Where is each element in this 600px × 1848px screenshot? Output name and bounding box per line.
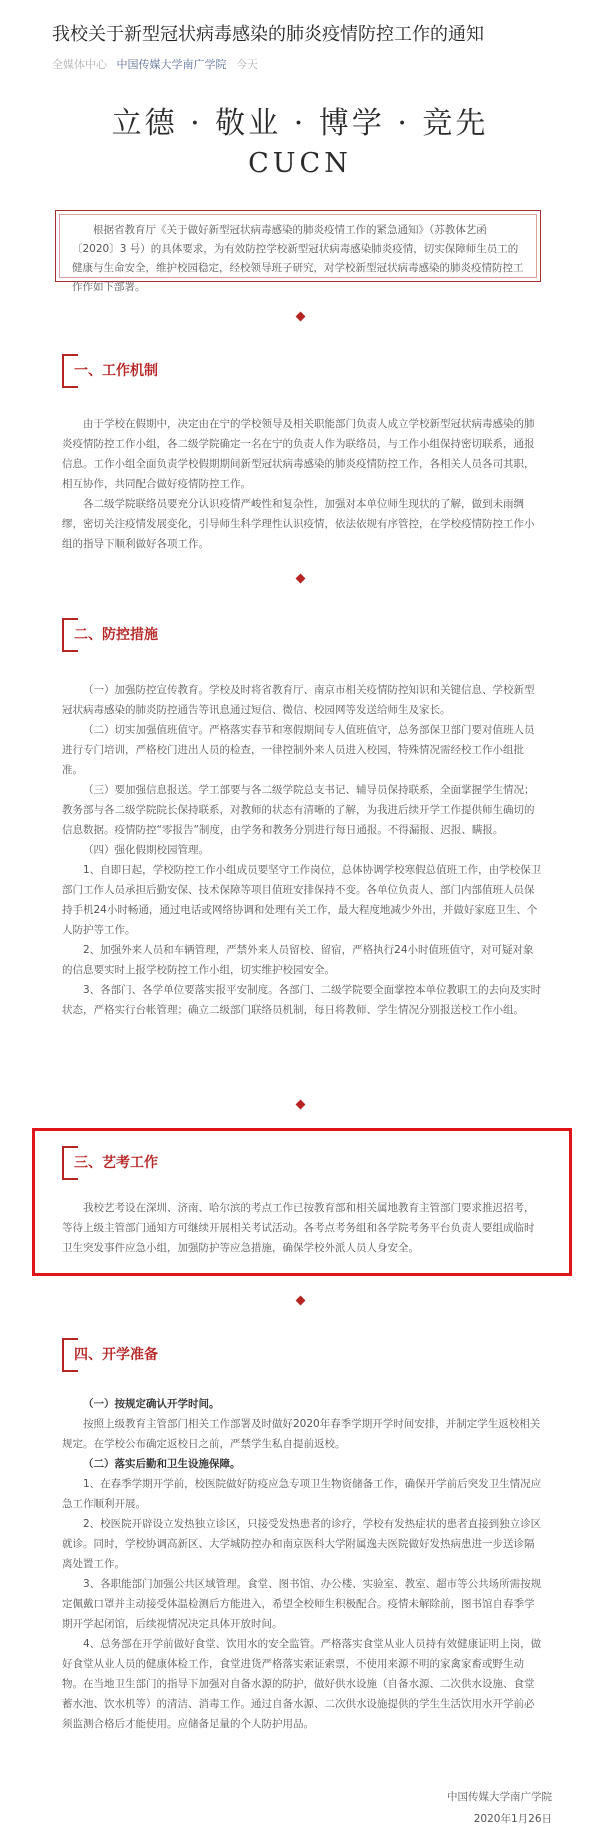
section-body <box>62 1198 542 1258</box>
paragraph: 3、各部门、各学单位要落实报平安制度。各部门、二级学院要全面掌控本单位教职工的去向及实时状态，严格实行台帐管理；确立二级部门联络员机制，每日将教师、学生情况分别报送校工作小组。 <box>62 984 542 1016</box>
paragraph: （三）要加强信息报送。学工部要与各二级学院总支书记、辅导员保持联系，全面掌握学生情况；教务部与各二级学院院长保持联系，对教师的状态有清晰的了解，为我进后续开学工作提供师生确切的信息数据。疫情防控“零报告”制度，由学务和教务分别进行每日通报。不得漏报、迟报、瞒报。 <box>62 784 535 836</box>
diamond-icon <box>295 574 305 584</box>
section-title: 一、工作机制 <box>74 363 158 379</box>
section-divider <box>0 1296 600 1307</box>
article-date: 今天 <box>236 58 258 71</box>
signature <box>312 1786 552 1830</box>
paragraph: 3、各职能部门加强公共区域管理。食堂、图书馆、办公楼、实验室、教室、超市等公共场所需按规定佩戴口罩并主动接受体温检测后方能进入，希望全校师生积极配合。疫情未解除前，图书馆自春季学期开学起闭馆，后续视情况决定具体开放时间。 <box>62 1578 542 1630</box>
article-author-link[interactable]: 中国传媒大学南广学院 <box>116 58 227 71</box>
school-motto: 立德 · 敬业 · 博学 · 竞先 <box>111 106 489 141</box>
paragraph: 4、总务部在开学前做好食堂、饮用水的安全监管。严格落实食堂从业人员持有效健康证明上岗，做好食堂从业人员的健康体检工作，食堂进货严格落实索证索票，不使用来源不明的家禽家畜或野生动物。在当地卫生部门的指导下加强对自备水源的防护，做好供水设施（自备水源、二次供水设施、食堂蓄水池、饮水机等）的清洁、消毒工作。通过自备水源、二次供水设施提供的学生生活饮用水开学前必须监测合格后才能使用。应储备足量的个人防护用品。 <box>62 1638 542 1730</box>
school-abbreviation: CUCN <box>248 148 352 179</box>
article-source: 全媒体中心 <box>52 58 107 71</box>
paragraph: （四）强化假期校园管理。 <box>83 844 209 856</box>
section-title: 四、开学准备 <box>74 1347 158 1363</box>
paragraph: 1、自即日起，学校防控工作小组成员要坚守工作岗位，总体协调学校寒假总值班工作，由学校保卫部门工作人员承担后勤安保、技术保障等项目值班安排保持不变。各单位负责人、部门内部值班人员保持手机24小时畅通，通过电话或网络协调和处理有关工作，最大程度地减少外出，并做好家庭卫生、个人防护等工作。 <box>62 864 542 936</box>
signature-org: 中国传媒大学南广学院 <box>447 1791 552 1803</box>
paragraph: 我校艺考设在深圳、济南、哈尔滨的考点工作已按教育部和相关属地教育主管部门要求推迟招考，等待上级主管部门通知方可继续开展相关考试活动。各考点考务组和各学院考务平台负责人要组成临时卫生突发事件应急小组，加强防护等应急措施，确保学校外派人员人身安全。 <box>62 1202 535 1254</box>
section-body <box>62 1394 542 1734</box>
section-title: 二、防控措施 <box>74 627 158 643</box>
section-body <box>62 414 542 554</box>
section-body <box>62 680 542 1020</box>
section-divider <box>0 1100 600 1111</box>
article-meta <box>52 56 258 72</box>
paragraph-subheading: （二）落实后勤和卫生设施保障。 <box>83 1458 241 1470</box>
paragraph: （二）切实加强值班值守。严格落实春节和寒假期间专人值班值守，总务部保卫部门要对值班人员进行专门培训，严格校门进出人员的检查，一律控制外来人员进入校园，特殊情况需经校工作小组批准。 <box>62 724 535 776</box>
paragraph-subheading: （一）按规定确认开学时间。 <box>83 1398 220 1410</box>
paragraph: 1、在春季学期开学前，校医院做好防疫应急专项卫生物资储备工作，确保开学前后突发卫生情况应急工作顺利开展。 <box>62 1478 542 1510</box>
diamond-icon <box>295 1296 305 1306</box>
paragraph: 各二级学院联络员要充分认识疫情严峻性和复杂性，加强对本单位师生现状的了解，做到未雨绸缪，密切关注疫情发展变化，引导师生科学理性认识疫情，依法依规有序管控，在学校疫情防控工作小组的指导下顺利做好各项工作。 <box>62 498 535 550</box>
paragraph: 按照上级教育主管部门相关工作部署及时做好2020年春季学期开学时间安排，并制定学生返校相关规定。在学校公布确定返校日之前，严禁学生私自提前返校。 <box>62 1418 541 1450</box>
paragraph: 由于学校在假期中，决定由在宁的学校领导及相关职能部门负责人成立学校新型冠状病毒感染的肺炎疫情防控工作小组，各二级学院确定一名在宁的负责人作为联络员，与工作小组保持密切联系，通报信息。工作小组全面负责学校假期期间新型冠状病毒感染的肺炎疫情防控工作，各相关人员各司其职，相互协作，共同配合做好疫情防控工作。 <box>62 418 535 490</box>
intro-text: 根据省教育厅《关于做好新型冠状病毒感染的肺炎疫情工作的紧急通知》（苏教体艺函〔2020〕3 号）的具体要求，为有效防控学校新型冠状病毒感染肺炎疫情，切实保障师生员工的健康与生命安全，维护校园稳定，经校领导班子研究，对学校新型冠状病毒感染的肺炎疫情防控工作作如下部署。 <box>59 214 537 278</box>
section-title: 三、艺考工作 <box>74 1155 158 1171</box>
section-divider <box>0 312 600 323</box>
diamond-icon <box>295 312 305 322</box>
section-divider <box>0 574 600 585</box>
article-title: 我校关于新型冠状病毒感染的肺炎疫情防控工作的通知 <box>52 24 484 45</box>
intro-box <box>55 210 541 293</box>
paragraph: 2、加强外来人员和车辆管理，严禁外来人员留校、留宿，严格执行24小时值班值守，对可疑对象的信息要实时上报学校防控工作小组，切实维护校园安全。 <box>62 944 534 976</box>
paragraph: （一）加强防控宣传教育。学校及时将省教育厅、南京市相关疫情防控知识和关键信息、学校新型冠状病毒感染的肺炎防控通告等讯息通过短信、微信、校园网等发送给师生及家长。 <box>62 684 535 716</box>
paragraph: 2、校医院开辟设立发热独立诊区，只接受发热患者的诊疗，学校有发热症状的患者直接到独立诊区就诊。同时，学校协调高新区、大学城防控办和南京医科大学附属逸夫医院做好发热病患进一步送诊隔离处置工作。 <box>62 1518 542 1570</box>
signature-date: 2020年1月26日 <box>473 1813 552 1825</box>
diamond-icon <box>295 1100 305 1110</box>
